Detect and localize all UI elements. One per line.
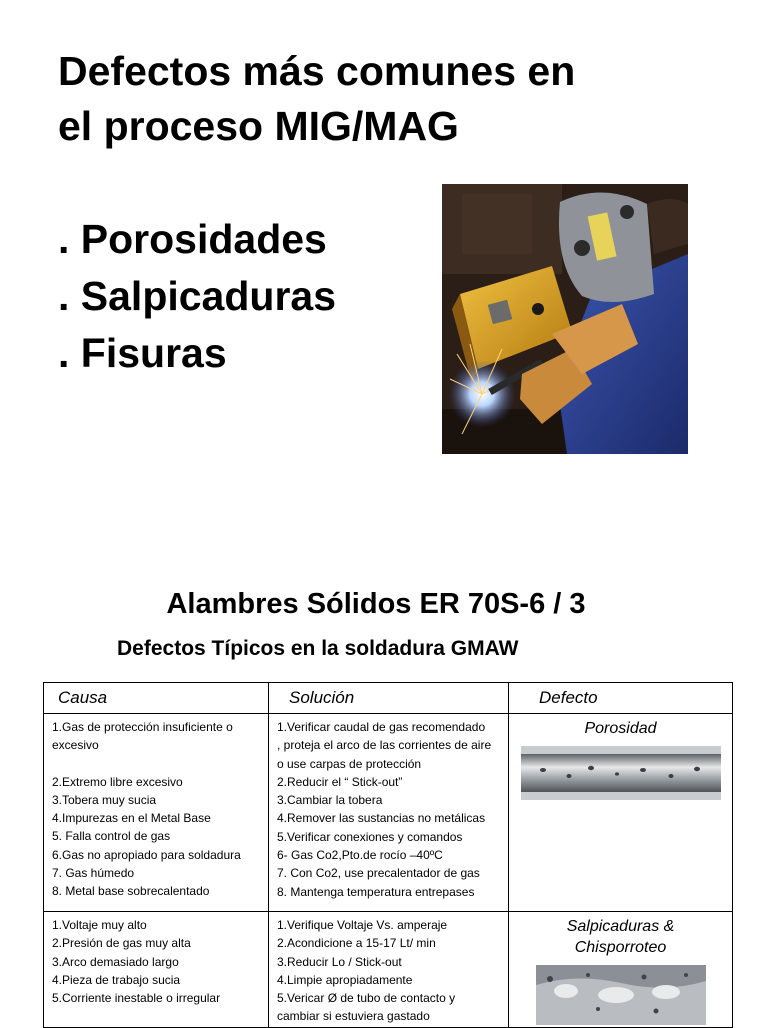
cause-item: 4.Pieza de trabajo sucia [52, 972, 181, 987]
bullet-salpicaduras: . Salpicaduras [58, 273, 337, 319]
cause-item: 2.Extremo libre excesivo [52, 774, 183, 789]
table-row [44, 912, 733, 1028]
solution-item: 1.Verificar caudal de gas recomendado [277, 720, 486, 734]
welder-photo [442, 184, 688, 454]
cause-item: 3.Tobera muy sucia [52, 792, 157, 807]
cause-item: 3.Arco demasiado largo [52, 954, 179, 969]
defect-bullets [58, 211, 438, 382]
bullet-porosidades: . Porosidades [58, 216, 327, 262]
defect-label-line: Chisporroteo [574, 939, 667, 956]
causes-cell [44, 912, 269, 1028]
solution-item: 6- Gas Co2,Pto.de rocío –40ºC [277, 848, 443, 863]
solution-item: 2.Acondicione a 15-17 Lt/ min [277, 936, 436, 951]
cause-item: 4.Impurezas en el Metal Base [52, 811, 211, 826]
porosity-weld-image [521, 746, 721, 800]
solution-item: 2.Reducir el “ Stick-out” [277, 774, 403, 789]
table-row [44, 714, 733, 912]
solution-item: 3.Reducir Lo / Stick-out [277, 954, 402, 969]
solution-item: 5.Verificar conexiones y comandos [277, 829, 463, 844]
solutions-cell [269, 714, 509, 912]
solution-item: 4.Limpie apropiadamente [277, 972, 413, 987]
defect-label-porosidad: Porosidad [584, 720, 657, 737]
cause-item: 1.Gas de protección insuficiente o excesivo [52, 720, 233, 753]
solution-item: 1.Verifique Voltaje Vs. amperaje [277, 918, 448, 932]
cause-item: 5. Falla control de gas [52, 829, 171, 844]
subtitle-text: Alambres Sólidos ER 70S-6 / 3 [166, 588, 586, 620]
defects-table [43, 682, 733, 1028]
cause-item: 5.Corriente inestable o irregular [52, 991, 221, 1006]
spatter-weld-image [536, 965, 706, 1025]
solutions-cell [269, 912, 509, 1028]
solution-item: , proteja el arco de las corrientes de aire o use carpas de protección [277, 738, 492, 771]
solution-item: 8. Mantenga temperatura entrepases [277, 884, 475, 899]
header-causa: Causa [44, 683, 269, 714]
page-title [58, 44, 678, 154]
title-line: el proceso MIG/MAG [58, 103, 459, 149]
title-line: Defectos más comunes en [58, 48, 576, 94]
welder-illustration [442, 184, 688, 454]
cause-item: 7. Gas húmedo [52, 866, 135, 881]
spacer [52, 755, 261, 773]
defect-cell [509, 912, 733, 1028]
defect-cell [509, 714, 733, 912]
solution-item: 3.Cambiar la tobera [277, 793, 383, 808]
solution-item: 5.Vericar Ø de tubo de contacto y cambiar si estuviera gastado [277, 991, 456, 1024]
table-title: Defectos Típicos en la soldadura GMAW [117, 637, 519, 660]
defect-label-salpicaduras [510, 913, 731, 958]
cause-item: 8. Metal base sobrecalentado [52, 884, 210, 899]
solution-item: 7. Con Co2, use precalentador de gas [277, 866, 480, 881]
header-solucion: Solución [269, 683, 509, 714]
header-defecto: Defecto [509, 683, 733, 714]
bullet-fisuras: . Fisuras [58, 330, 227, 376]
solution-item: 4.Remover las sustancias no metálicas [277, 811, 486, 826]
document-subtitle [0, 588, 768, 621]
causes-cell [44, 714, 269, 912]
defect-label-line: Salpicaduras & [566, 918, 675, 935]
cause-item: 6.Gas no apropiado para soldadura [52, 847, 241, 862]
cause-item: 2.Presión de gas muy alta [52, 936, 191, 951]
table-header-row [44, 683, 733, 714]
cause-item: 1.Voltaje muy alto [52, 918, 147, 932]
